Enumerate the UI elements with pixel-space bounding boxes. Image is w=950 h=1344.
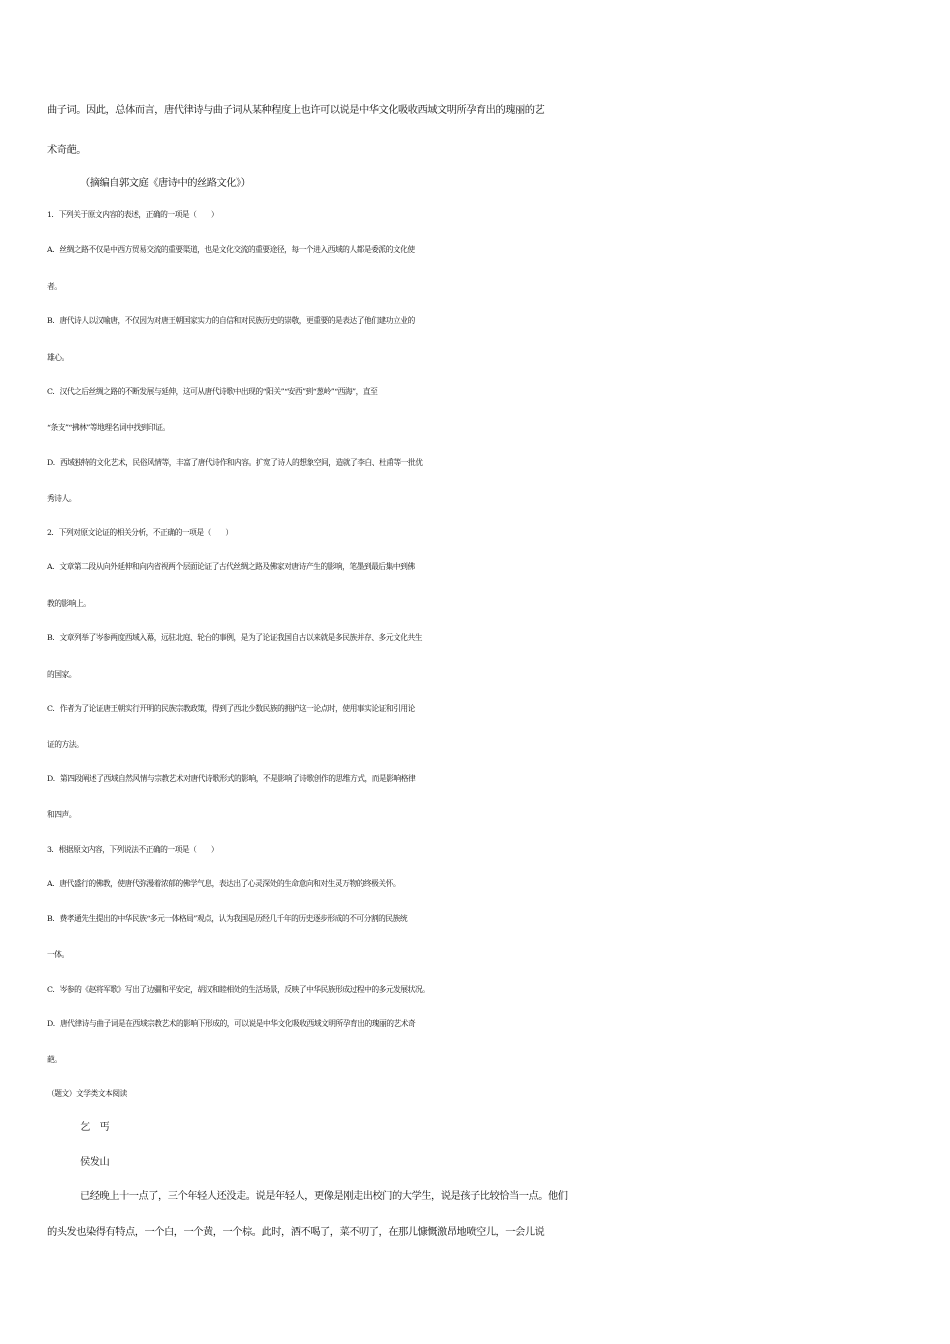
question-2-option-c-cont: 证的方法。 (47, 740, 84, 749)
question-2-stem: 2．下列对原文论证的相关分析，不正确的一项是（ ） (47, 528, 233, 537)
story-author: 侯发山 (80, 1156, 110, 1168)
passage-source: （摘编自郭文庭《唐诗中的丝路文化》） (80, 177, 251, 189)
section-heading: （题文）文学类文本阅读 (47, 1089, 127, 1098)
question-1-option-b: B．唐代诗人以汉喻唐，不仅因为对唐王朝国家实力的自信和对民族历史的崇敬，更重要的是表达了他们建功立业的 (47, 316, 415, 325)
passage-tail-line-1: 曲子词。因此，总体而言，唐代律诗与曲子词从某种程度上也许可以说是中华文化吸收西域文明所孕育出的瑰丽的艺 (47, 104, 545, 116)
question-1-option-c-cont: “条支”“拂林”等地理名词中找到印证。 (47, 423, 170, 432)
question-1-option-d: D．西域独特的文化艺术，民俗风情等，丰富了唐代诗作和内容。扩宽了诗人的想象空间，造就了李白、杜甫等一批优 (47, 458, 423, 467)
question-3-stem: 3．根据原文内容，下列说法不正确的一项是（ ） (47, 845, 219, 854)
question-1-stem: 1．下列关于原文内容的表述，正确的一项是（ ） (47, 210, 219, 219)
question-2-option-a-cont: 教的影响上。 (47, 599, 91, 608)
question-1-option-c: C．汉代之后丝绸之路的不断发展与延伸，这可从唐代诗歌中出现的“阳关”“安西”到“葱岭”“西海”，直至 (47, 387, 378, 396)
question-1-option-a: A．丝绸之路不仅是中西方贸易交流的重要渠道，也是文化交流的重要途径，每一个进入西域的人都是委派的文化使 (47, 245, 415, 254)
question-3-option-b-cont: 一体。 (47, 950, 69, 959)
question-3-option-b: B．费孝通先生提出的中华民族“多元一体格局”观点，认为我国是历经几千年的历史逐步形成的不可分割的民族统 (47, 914, 408, 923)
story-paragraph-line-2: 的头发也染得有特点，一个白，一个黄，一个棕。此时，酒不喝了，菜不叨了，在那儿慷慨激昂地喷空儿，一会儿说 (47, 1226, 545, 1238)
question-3-option-d: D．唐代律诗与曲子词是在西域宗教艺术的影响下形成的，可以说是中华文化吸收西域文明所孕育出的瑰丽的艺术奇 (47, 1019, 416, 1028)
question-1-option-b-cont: 雄心。 (47, 353, 69, 362)
passage-tail-line-2: 术奇葩。 (47, 144, 87, 156)
question-2-option-b-cont: 的国家。 (47, 670, 77, 679)
question-2-option-d-cont: 和四声。 (47, 810, 77, 819)
story-title: 乞 丐 (80, 1121, 110, 1133)
story-paragraph-line-1: 已经晚上十一点了，三个年轻人还没走。说是年轻人，更像是刚走出校门的大学生，说是孩子比较恰当一点。他们 (80, 1190, 568, 1202)
question-2-option-a: A．文章第二段从向外延伸和向内省视两个层面论证了古代丝绸之路及佛家对唐诗产生的影响，笔墨到最后集中到佛 (47, 562, 415, 571)
question-3-option-c: C．岑参的《赵将军歌》写出了边疆和平安定，胡汉和睦相处的生活场景，反映了中华民族形成过程中的多元发展状况。 (47, 985, 430, 994)
question-1-option-d-cont: 秀诗人。 (47, 494, 77, 503)
question-2-option-b: B．文章列举了岑参两度西域入幕，远驻北庭、轮台的事例，是为了论证我国自古以来就是多民族并存、多元文化共生 (47, 633, 422, 642)
question-3-option-a: A．唐代盛行的佛教，使唐代弥漫着浓郁的佛学气息，表达出了心灵深处的生命意向和对生灵万物的终极关怀。 (47, 879, 401, 888)
question-3-option-d-cont: 葩。 (47, 1055, 62, 1064)
question-2-option-c: C．作者为了论证唐王朝实行开明的民族宗教政策，得到了西北少数民族的拥护这一论点时，使用事实论证和引用论 (47, 704, 415, 713)
question-2-option-d: D．第四段阐述了西域自然风情与宗教艺术对唐代诗歌形式的影响，不是影响了诗歌创作的思维方式，而是影响格律 (47, 774, 416, 783)
question-1-option-a-cont: 者。 (47, 282, 62, 291)
